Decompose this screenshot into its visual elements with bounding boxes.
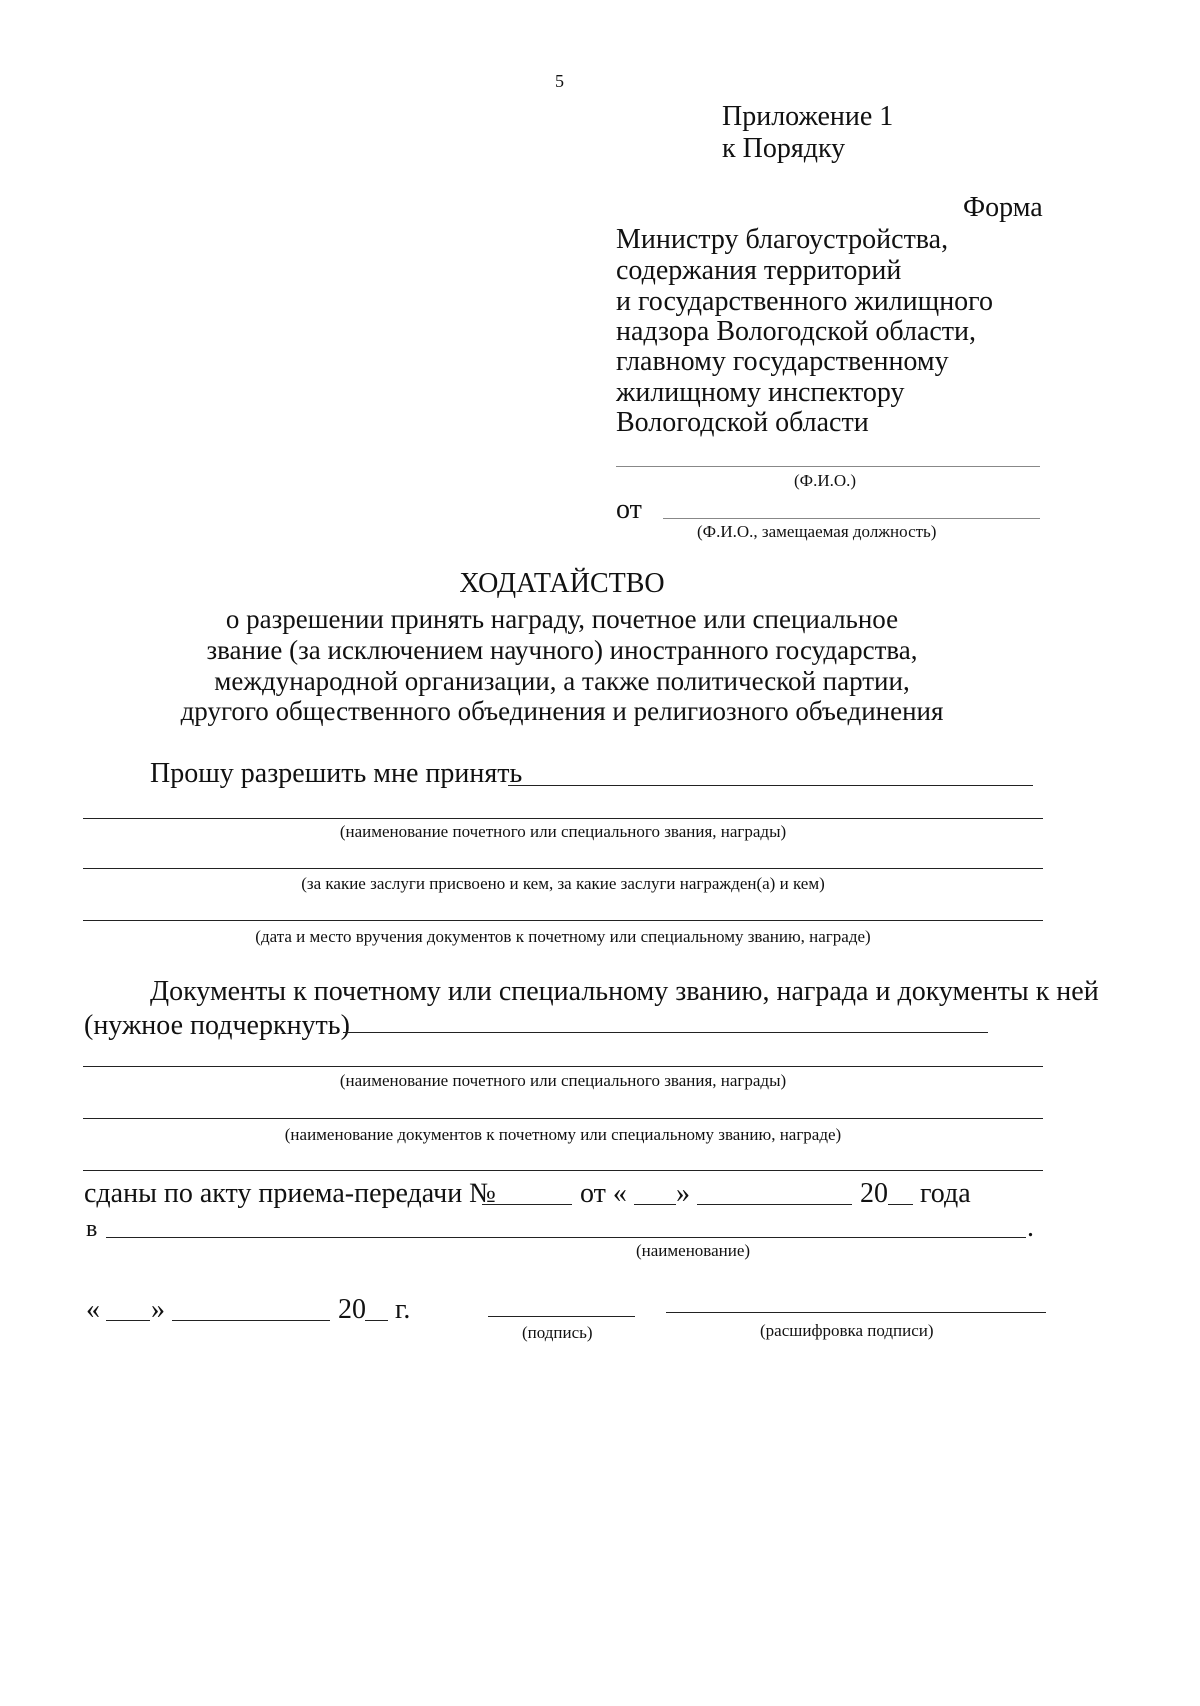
subtitle-line: о разрешении принять награду, почетное или специальное: [225, 604, 899, 634]
act-period: .: [1027, 1212, 1034, 1243]
request-text: Прошу разрешить мне принять: [150, 758, 523, 789]
documents-field-line[interactable]: [343, 1032, 988, 1033]
docs-name-caption: (наименование документов к почетному или специальному званию, награде): [284, 1125, 842, 1144]
fio-field-line[interactable]: [616, 466, 1040, 467]
merits-caption: (за какие заслуги присвоено и кем, за какие заслуги награжден(а) и кем): [301, 874, 825, 893]
act-from: от «: [580, 1178, 627, 1209]
date-close-quote: »: [151, 1294, 165, 1325]
org-name-caption: (наименование): [636, 1241, 751, 1260]
addressee-line: Вологодской области: [616, 407, 869, 438]
act-year-suffix: года: [920, 1178, 971, 1209]
date-year-prefix: 20: [338, 1294, 366, 1325]
addressee-line: и государственного жилищного: [616, 286, 993, 317]
date-month-field[interactable]: [172, 1320, 330, 1321]
date-place-line[interactable]: [83, 920, 1043, 921]
addressee-line: главному государственному: [616, 346, 949, 377]
documents-text-line-1: Документы к почетному или специальному званию, награда и документы к ней: [150, 976, 1099, 1007]
award-name-line-2[interactable]: [83, 1066, 1043, 1067]
subtitle-line: другого общественного объединения и религиозного объединения: [180, 696, 944, 726]
docs-extra-line[interactable]: [83, 1170, 1043, 1171]
date-year-suffix: г.: [395, 1294, 411, 1325]
subtitle-line: звание (за исключением научного) иностранного государства,: [206, 635, 918, 665]
date-place-caption: (дата и место вручения документов к почетному или специальному званию, награде): [255, 927, 871, 946]
act-day-field[interactable]: [634, 1204, 676, 1205]
act-close-quote: »: [676, 1178, 690, 1209]
act-number-field[interactable]: [482, 1204, 572, 1205]
signature-decode-field[interactable]: [666, 1312, 1046, 1313]
addressee-line: надзора Вологодской области,: [616, 316, 977, 347]
page-number: 5: [555, 71, 564, 91]
act-prefix: сданы по акту приема-передачи №: [84, 1178, 496, 1209]
appendix-line-1: Приложение 1: [722, 101, 894, 132]
addressee-line: содержания территорий: [616, 255, 902, 286]
from-caption: (Ф.И.О., замещаемая должность): [697, 522, 937, 541]
signature-decode-caption: (расшифровка подписи): [760, 1321, 934, 1340]
request-field-line[interactable]: [508, 785, 1033, 786]
merits-line[interactable]: [83, 868, 1043, 869]
signature-caption: (подпись): [522, 1323, 593, 1342]
act-year-prefix: 20: [860, 1178, 888, 1209]
date-day-field[interactable]: [106, 1320, 150, 1321]
form-label: Форма: [963, 192, 1043, 223]
act-org-field[interactable]: [106, 1237, 1026, 1238]
act-month-field[interactable]: [697, 1204, 852, 1205]
award-name-caption-2: (наименование почетного или специального звания, награды): [339, 1071, 787, 1090]
fio-caption: (Ф.И.О.): [794, 471, 857, 490]
act-in: в: [86, 1216, 98, 1242]
award-name-caption: (наименование почетного или специального звания, награды): [339, 822, 787, 841]
document-title: ХОДАТАЙСТВО: [459, 568, 665, 599]
from-field-line[interactable]: [663, 518, 1040, 519]
from-label: от: [616, 494, 642, 525]
signature-field[interactable]: [488, 1316, 635, 1317]
documents-text-line-2: (нужное подчеркнуть): [84, 1010, 350, 1041]
date-open-quote: «: [86, 1294, 100, 1325]
addressee-line: жилищному инспектору: [616, 377, 905, 408]
act-year-field[interactable]: [888, 1204, 913, 1205]
addressee-line: Министру благоустройства,: [616, 224, 949, 255]
award-name-line[interactable]: [83, 818, 1043, 819]
date-year-field[interactable]: [365, 1320, 388, 1321]
docs-name-line[interactable]: [83, 1118, 1043, 1119]
appendix-line-2: к Порядку: [722, 133, 846, 164]
subtitle-line: международной организации, а также политической партии,: [214, 666, 910, 696]
